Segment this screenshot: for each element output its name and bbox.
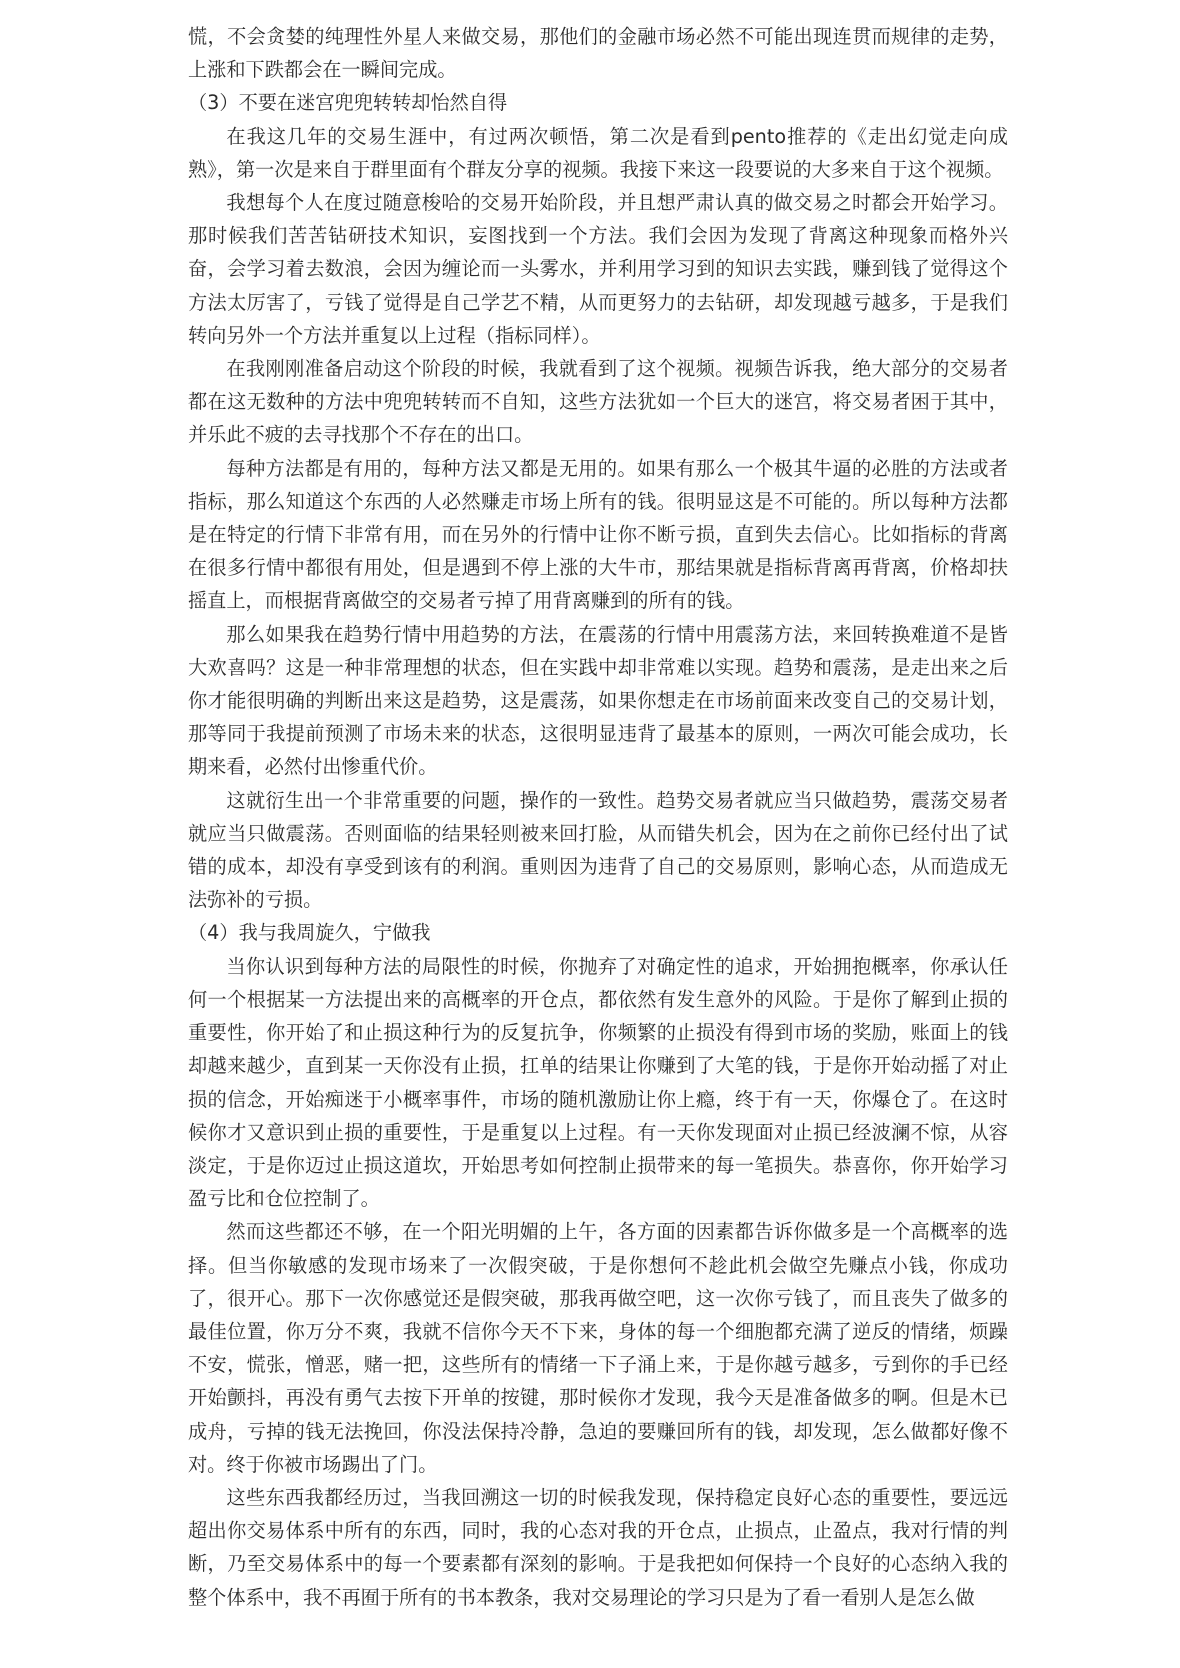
section-heading-3: （3）不要在迷宫兜兜转转却怡然自得 xyxy=(188,91,508,115)
paragraph: 在我这几年的交易生涯中，有过两次顿悟，第二次是看到pento推荐的《走出幻觉走向成熟》，第一次是来自于群里面有个群友分享的视频。我接下来这一段要说的大多来自于这个视频。 xyxy=(188,124,1008,181)
document-page xyxy=(188,20,1008,1614)
paragraph: 然而这些都还不够，在一个阳光明媚的上午，各方面的因素都告诉你做多是一个高概率的选择。但当你敏感的发现市场来了一次假突破，于是你想何不趁此机会做空先赚点小钱，你成功了，很开心。那下一次你感觉还是假突破，那我再做空吧，这一次你亏钱了，而且丧失了做多的最佳位置，你万分不爽，我就不信你今天不下来，身体的每一个细胞都充满了逆反的情绪，烦躁不安，慌张，憎恶，赌一把，这些所有的情绪一下子涌上来，于是你越亏越多，亏到你的手已经开始颤抖，再没有勇气去按下开单的按键，那时候你才发现，我今天是准备做多的啊。但是木已成舟，亏掉的钱无法挽回，你没法保持冷静，急迫的要赚回所有的钱，却发现，怎么做都好像不对。终于你被市场踢出了门。 xyxy=(188,1220,1008,1476)
paragraph-continued: 慌，不会贪婪的纯理性外星人来做交易，那他们的金融市场必然不可能出现连贯而规律的走势，上涨和下跌都会在一瞬间完成。 xyxy=(188,25,1008,82)
paragraph: 在我刚刚准备启动这个阶段的时候，我就看到了这个视频。视频告诉我，绝大部分的交易者都在这无数种的方法中兜兜转转而不自知，这些方法犹如一个巨大的迷宫，将交易者困于其中，并乐此不疲的去寻找那个不存在的出口。 xyxy=(188,357,1008,447)
paragraph: 当你认识到每种方法的局限性的时候，你抛弃了对确定性的追求，开始拥抱概率，你承认任何一个根据某一方法提出来的高概率的开仓点，都依然有发生意外的风险。于是你了解到止损的重要性，你开始了和止损这种行为的反复抗争，你频繁的止损没有得到市场的奖励，账面上的钱却越来越少，直到某一天你没有止损，扛单的结果让你赚到了大笔的钱，于是你开始动摇了对止损的信念，开始痴迷于小概率事件，市场的随机激励让你上瘾，终于有一天，你爆仓了。在这时候你才又意识到止损的重要性，于是重复以上过程。有一天你发现面对止损已经波澜不惊，从容淡定，于是你迈过止损这道坎，开始思考如何控制止损带来的每一笔损失。恭喜你，你开始学习盈亏比和仓位控制了。 xyxy=(188,954,1008,1211)
paragraph: 这些东西我都经历过，当我回溯这一切的时候我发现，保持稳定良好心态的重要性，要远远超出你交易体系中所有的东西，同时，我的心态对我的开仓点，止损点，止盈点，我对行情的判断，乃至交易体系中的每一个要素都有深刻的影响。于是我把如何保持一个良好的心态纳入我的整个体系中，我不再囿于所有的书本教条，我对交易理论的学习只是为了看一看别人是怎么做 xyxy=(188,1485,1008,1609)
section-heading-4: （4）我与我周旋久，宁做我 xyxy=(188,921,431,945)
paragraph: 我想每个人在度过随意梭哈的交易开始阶段，并且想严肃认真的做交易之时都会开始学习。那时候我们苦苦钻研技术知识，妄图找到一个方法。我们会因为发现了背离这种现象而格外兴奋，会学习着去数浪，会因为缠论而一头雾水，并利用学习到的知识去实践，赚到钱了觉得这个方法太厉害了，亏钱了觉得是自己学艺不精，从而更努力的去钻研，却发现越亏越多，于是我们转向另外一个方法并重复以上过程（指标同样）。 xyxy=(188,191,1008,347)
paragraph: 那么如果我在趋势行情中用趋势的方法，在震荡的行情中用震荡方法，来回转换难道不是皆大欢喜吗？这是一种非常理想的状态，但在实践中却非常难以实现。趋势和震荡，是走出来之后你才能很明确的判断出来这是趋势，这是震荡，如果你想走在市场前面来改变自己的交易计划，那等同于我提前预测了市场未来的状态，这很明显违背了最基本的原则，一两次可能会成功，长期来看，必然付出惨重代价。 xyxy=(188,622,1008,779)
paragraph: 这就衍生出一个非常重要的问题，操作的一致性。趋势交易者就应当只做趋势，震荡交易者就应当只做震荡。否则面临的结果轻则被来回打脸，从而错失机会，因为在之前你已经付出了试错的成本，却没有享受到该有的利润。重则因为违背了自己的交易原则，影响心态，从而造成无法弥补的亏损。 xyxy=(188,788,1008,912)
paragraph: 每种方法都是有用的，每种方法又都是无用的。如果有那么一个极其牛逼的必胜的方法或者指标，那么知道这个东西的人必然赚走市场上所有的钱。很明显这是不可能的。所以每种方法都是在特定的行情下非常有用，而在另外的行情中让你不断亏损，直到失去信心。比如指标的背离在很多行情中都很有用处，但是遇到不停上涨的大牛市，那结果就是指标背离再背离，价格却扶摇直上，而根据背离做空的交易者亏掉了用背离赚到的所有的钱。 xyxy=(188,456,1008,613)
